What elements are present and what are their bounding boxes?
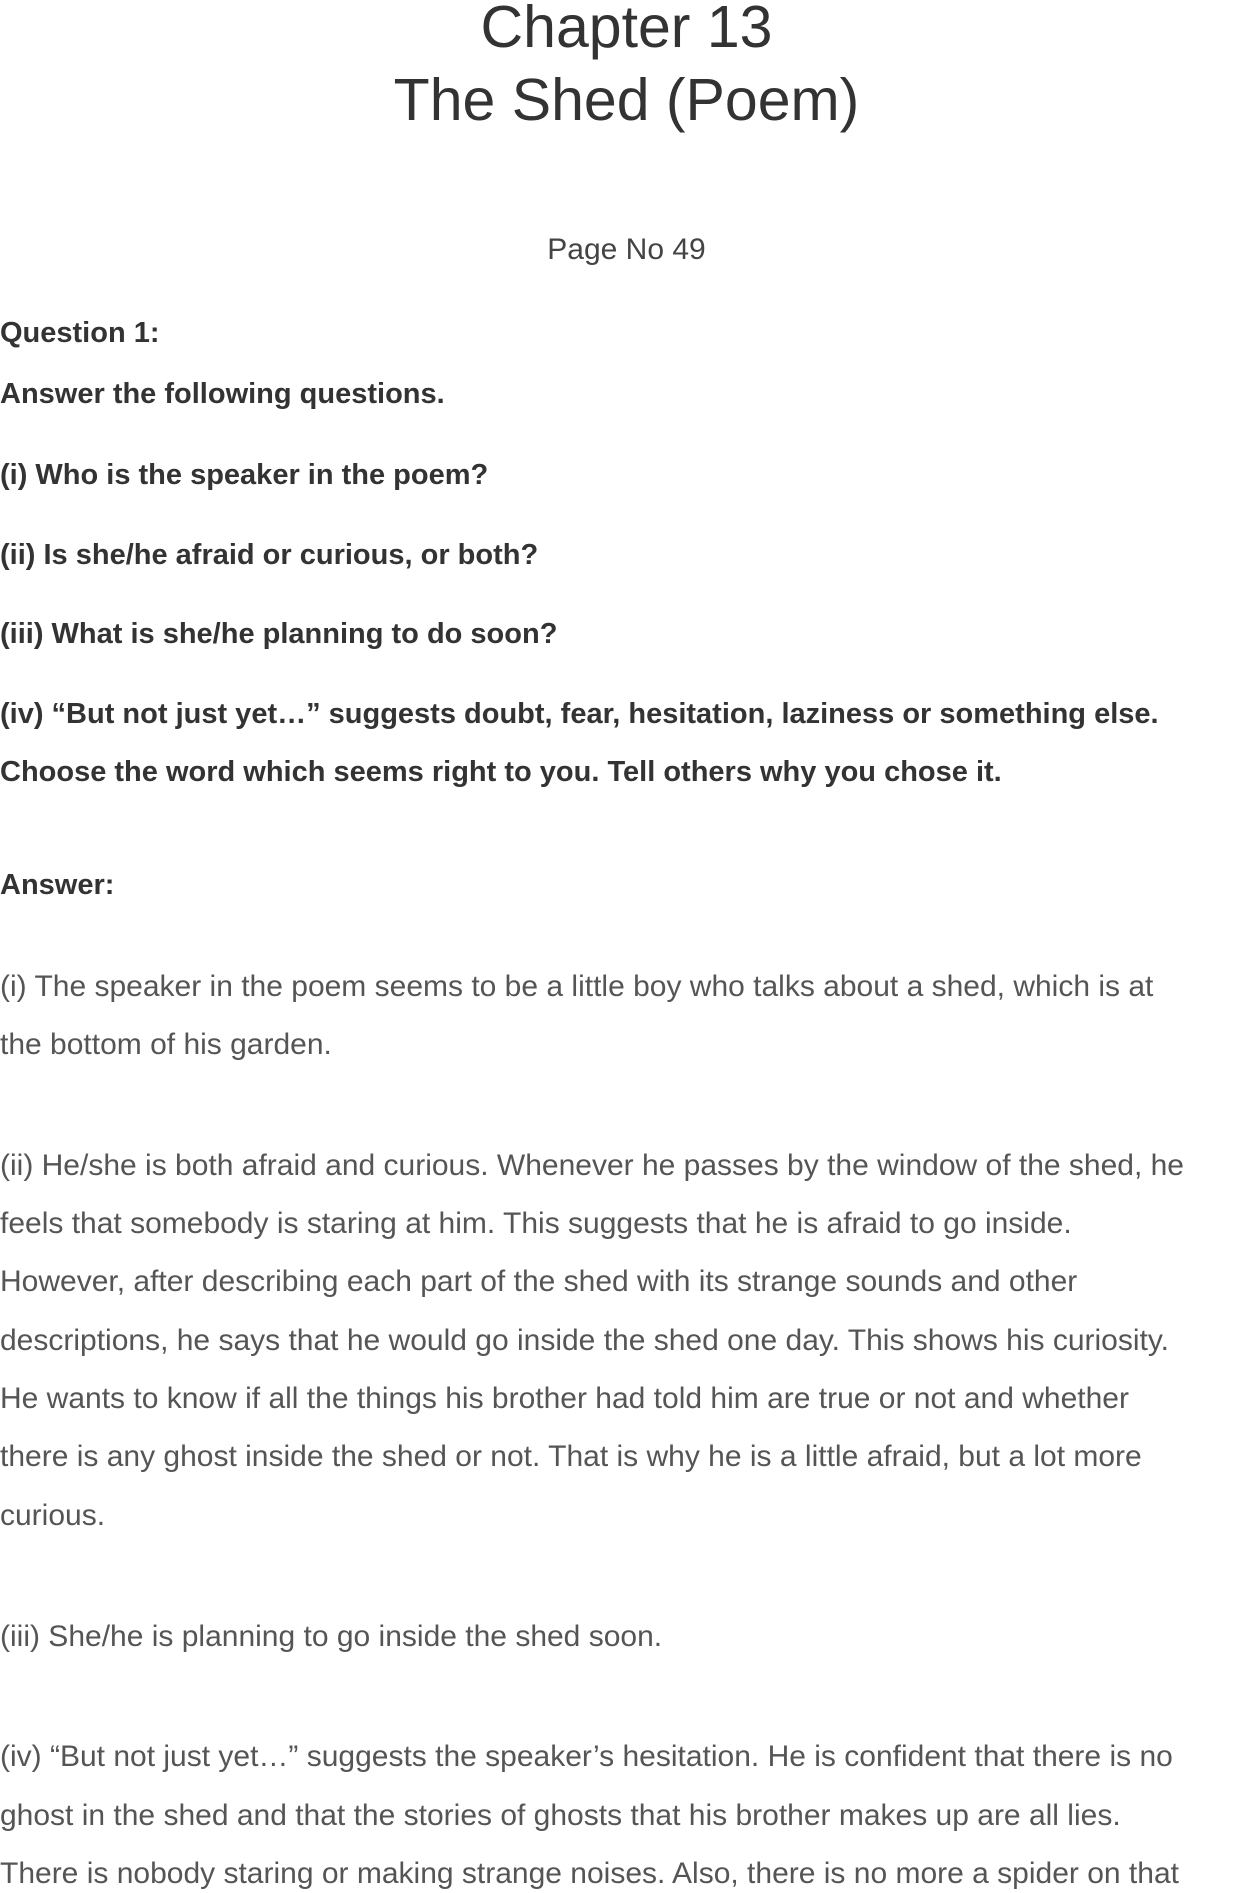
question-label: Question 1: bbox=[0, 317, 160, 349]
question-item: (iv) “But not just yet…” suggests doubt, fear, hesitation, laziness or something else. bbox=[0, 698, 1159, 730]
answer-line: There is nobody staring or making strange noises. Also, there is no more a spider on that bbox=[0, 1857, 1179, 1890]
page-number: Page No 49 bbox=[547, 233, 706, 266]
answer-line: curious. bbox=[0, 1499, 106, 1532]
question-instruction: Answer the following questions. bbox=[0, 378, 445, 410]
answer-line: there is any ghost inside the shed or not. That is why he is a little afraid, but a lot more bbox=[0, 1440, 1142, 1473]
question-item: (iii) What is she/he planning to do soon? bbox=[0, 618, 558, 650]
answer-line: (iv) “But not just yet…” suggests the speaker’s hesitation. He is confident that there is no bbox=[0, 1740, 1173, 1773]
poem-title: The Shed (Poem) bbox=[393, 67, 860, 133]
answer-line: He wants to know if all the things his brother had told him are true or not and whether bbox=[0, 1382, 1129, 1415]
question-item: Choose the word which seems right to you. Tell others why you chose it. bbox=[0, 756, 1002, 788]
answer-label: Answer: bbox=[0, 869, 115, 901]
answer-line: (i) The speaker in the poem seems to be a little boy who talks about a shed, which is at bbox=[0, 970, 1154, 1003]
answer-line: However, after describing each part of the shed with its strange sounds and other bbox=[0, 1265, 1078, 1298]
question-item: (ii) Is she/he afraid or curious, or both? bbox=[0, 539, 539, 571]
question-item: (i) Who is the speaker in the poem? bbox=[0, 459, 489, 491]
answer-line: descriptions, he says that he would go inside the shed one day. This shows his curiosity. bbox=[0, 1324, 1169, 1357]
answer-line: (iii) She/he is planning to go inside the shed soon. bbox=[0, 1620, 663, 1653]
chapter-title: Chapter 13 bbox=[480, 0, 773, 60]
answer-line: ghost in the shed and that the stories of ghosts that his brother makes up are all lies. bbox=[0, 1799, 1121, 1832]
answer-line: (ii) He/she is both afraid and curious. Whenever he passes by the window of the shed, he bbox=[0, 1149, 1184, 1182]
answer-line: feels that somebody is staring at him. This suggests that he is afraid to go inside. bbox=[0, 1207, 1072, 1240]
answer-line: the bottom of his garden. bbox=[0, 1028, 332, 1061]
